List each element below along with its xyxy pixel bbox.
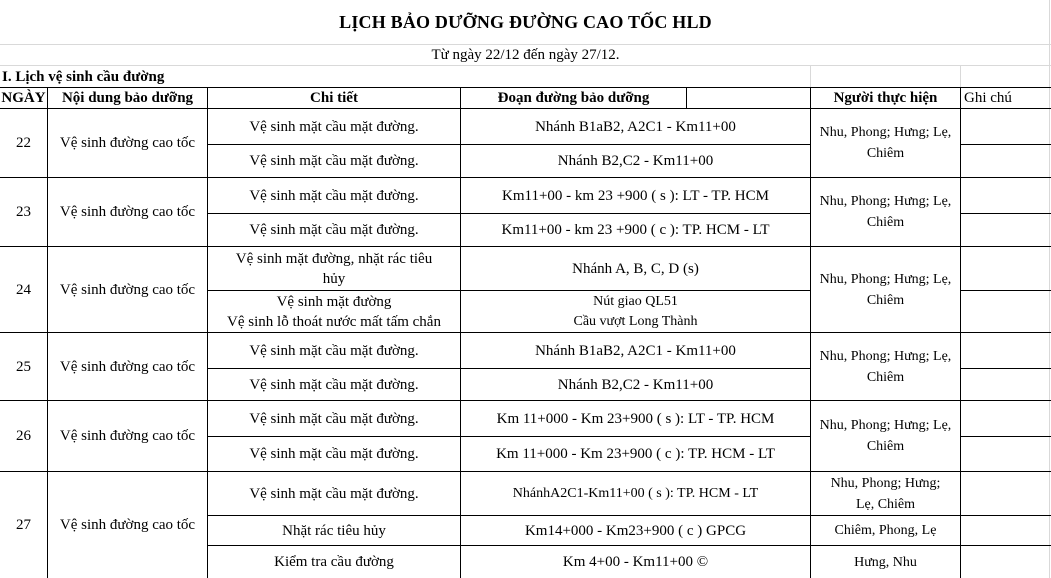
detail-cell: Vệ sinh mặt đường, nhặt rác tiêu hủy — [208, 247, 461, 291]
segment-cell: Km14+000 - Km23+900 ( c ) GPCG — [461, 516, 811, 546]
people-cell: Hưng, Nhu — [811, 546, 961, 578]
detail-cell: Vệ sinh mặt cầu mặt đường. — [208, 214, 461, 247]
notes-cell — [961, 333, 1051, 369]
detail-cell: Vệ sinh mặt cầu mặt đường. — [208, 401, 461, 437]
detail-cell: Nhặt rác tiêu hủy — [208, 516, 461, 546]
notes-cell — [961, 437, 1051, 472]
people-cell: Nhu, Phong; Hưng; Lẹ, Chiêm — [811, 247, 961, 333]
day-number: 22 — [0, 109, 48, 178]
notes-cell — [961, 178, 1051, 214]
detail-cell: Vệ sinh mặt cầu mặt đường. — [208, 178, 461, 214]
detail-cell: Vệ sinh mặt cầu mặt đường. — [208, 437, 461, 472]
header-segment: Đoạn đường bảo dưỡng — [461, 87, 687, 109]
detail-cell: Kiểm tra cầu đường — [208, 546, 461, 578]
detail-cell: Vệ sinh mặt cầu mặt đường. — [208, 145, 461, 178]
detail-cell: Vệ sinh mặt cầu mặt đường. — [208, 333, 461, 369]
segment-cell: Nhánh B1aB2, A2C1 - Km11+00 — [461, 333, 811, 369]
notes-cell — [961, 472, 1051, 516]
day-number: 25 — [0, 333, 48, 401]
detail-cell: Vệ sinh mặt cầu mặt đường. — [208, 369, 461, 401]
day-number: 24 — [0, 247, 48, 333]
day-number: 23 — [0, 178, 48, 247]
header-notes: Ghi chú — [961, 87, 1051, 109]
day-content: Vệ sinh đường cao tốc — [48, 472, 208, 578]
segment-cell: Km11+00 - km 23 +900 ( s ): LT - TP. HCM — [461, 178, 811, 214]
people-cell: Nhu, Phong; Hưng; Lẹ, Chiêm — [811, 401, 961, 472]
segment-cell: Nhánh A, B, C, D (s) — [461, 247, 811, 291]
notes-cell — [961, 401, 1051, 437]
people-cell: Chiêm, Phong, Lẹ — [811, 516, 961, 546]
header-detail: Chi tiết — [208, 87, 461, 109]
notes-cell — [961, 109, 1051, 145]
day-content: Vệ sinh đường cao tốc — [48, 401, 208, 472]
notes-cell — [961, 291, 1051, 333]
day-content: Vệ sinh đường cao tốc — [48, 178, 208, 247]
people-cell: Nhu, Phong; Hưng; Lẹ, Chiêm — [811, 472, 961, 516]
day-content: Vệ sinh đường cao tốc — [48, 247, 208, 333]
segment-cell: Nút giao QL51 Cầu vượt Long Thành — [461, 291, 811, 333]
segment-cell: Nhánh B2,C2 - Km11+00 — [461, 369, 811, 401]
notes-cell — [961, 214, 1051, 247]
detail-cell: Vệ sinh mặt cầu mặt đường. — [208, 472, 461, 516]
notes-cell — [961, 546, 1051, 578]
notes-cell — [961, 247, 1051, 291]
segment-cell: Nhánh B2,C2 - Km11+00 — [461, 145, 811, 178]
header-day: NGÀY — [0, 87, 48, 109]
date-range: Từ ngày 22/12 đến ngày 27/12. — [431, 47, 620, 63]
day-content: Vệ sinh đường cao tốc — [48, 333, 208, 401]
gridline — [810, 66, 811, 87]
people-cell: Nhu, Phong; Hưng; Lẹ, Chiêm — [811, 333, 961, 401]
section-title: I. Lịch vệ sinh cầu đường — [2, 68, 165, 85]
people-cell: Nhu, Phong; Hưng; Lẹ, Chiêm — [811, 109, 961, 178]
segment-cell: Km11+00 - km 23 +900 ( c ): TP. HCM - LT — [461, 214, 811, 247]
detail-cell: Vệ sinh mặt cầu mặt đường. — [208, 109, 461, 145]
notes-cell — [961, 369, 1051, 401]
gridline — [960, 66, 961, 87]
segment-cell: Nhánh B1aB2, A2C1 - Km11+00 — [461, 109, 811, 145]
day-content: Vệ sinh đường cao tốc — [48, 109, 208, 178]
day-number: 26 — [0, 401, 48, 472]
day-number: 27 — [0, 472, 48, 578]
header-blank — [687, 87, 811, 109]
sheet-title: LỊCH BẢO DƯỠNG ĐƯỜNG CAO TỐC HLD — [339, 12, 712, 32]
people-cell: Nhu, Phong; Hưng; Lẹ, Chiêm — [811, 178, 961, 247]
segment-cell: NhánhA2C1-Km11+00 ( s ): TP. HCM - LT — [461, 472, 811, 516]
segment-cell: Km 4+00 - Km11+00 © — [461, 546, 811, 578]
segment-cell: Km 11+000 - Km 23+900 ( s ): LT - TP. HCM — [461, 401, 811, 437]
header-people: Người thực hiện — [811, 87, 961, 109]
segment-cell: Km 11+000 - Km 23+900 ( c ): TP. HCM - LT — [461, 437, 811, 472]
detail-cell: Vệ sinh mặt đường Vệ sinh lỗ thoát nước mất tấm chắn — [208, 291, 461, 333]
header-content: Nội dung bảo dưỡng — [48, 87, 208, 109]
notes-cell — [961, 145, 1051, 178]
notes-cell — [961, 516, 1051, 546]
